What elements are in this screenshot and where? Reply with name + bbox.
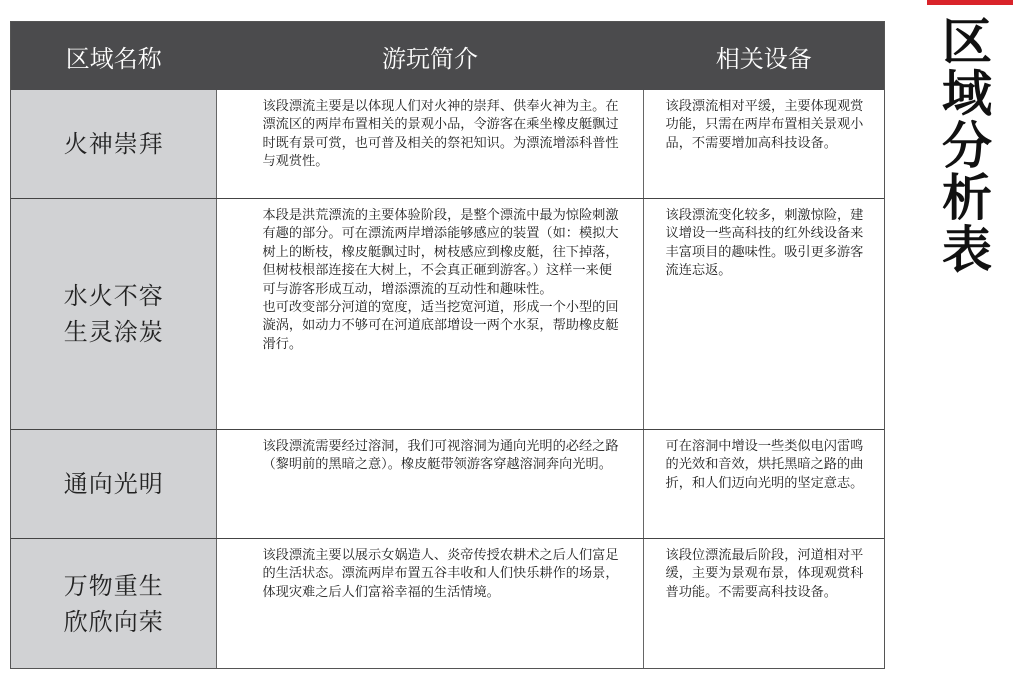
intro-cell: 该段漂流需要经过溶洞，我们可视溶洞为通向光明的必经之路（黎明前的黑暗之意）。橡皮艇带领游客穿越溶洞奔向光明。 bbox=[217, 430, 643, 538]
side-title-char: 表 bbox=[942, 221, 992, 279]
side-title-char: 析 bbox=[942, 169, 992, 227]
side-title bbox=[924, 13, 1010, 279]
intro-cell: 本段是洪荒漂流的主要体验阶段，是整个漂流中最为惊险刺激有趣的部分。可在漂流两岸增添能够感应的装置（如：模拟大树上的断枝，橡皮艇飘过时，树枝感应到橡皮艇，往下掉落，但树枝根部连接在大树上，不会真正砸到游客。）这样一来便可与游客形成互动，增添漂流的互动性和趣味性。 也可改变部分河道的宽度，适当挖宽河道，形成一个小型的回漩涡，如动力不够可在河道底部增设一两个水泵，帮助橡皮艇滑行。 bbox=[217, 199, 643, 429]
red-accent-bar bbox=[927, 0, 1013, 5]
intro-cell: 该段漂流主要以展示女娲造人、炎帝传授农耕术之后人们富足的生活状态。漂流两岸布置五谷丰收和人们快乐耕作的场景，体现灾难之后人们富裕幸福的生活情境。 bbox=[217, 539, 643, 668]
region-name bbox=[11, 539, 217, 668]
equipment-cell: 该段漂流相对平缓，主要体现观赏功能，只需在两岸布置相关景观小品，不需要增加高科技设备。 bbox=[665, 99, 864, 151]
table-row bbox=[11, 430, 884, 538]
header-equipment: 相关设备 bbox=[715, 44, 812, 73]
table-row bbox=[11, 539, 884, 668]
region-name bbox=[11, 199, 217, 429]
side-title-char: 分 bbox=[942, 117, 992, 175]
header-intro: 游玩简介 bbox=[382, 44, 479, 73]
region-name-line: 欣欣向荣 bbox=[63, 607, 164, 636]
table-header bbox=[11, 22, 884, 90]
equipment-cell: 该段漂流变化较多，刺激惊险，建议增设一些高科技的红外线设备来丰富项目的趣味性。吸引更多游客流连忘返。 bbox=[665, 208, 864, 279]
region-name-line: 通向光明 bbox=[63, 470, 164, 498]
region-name bbox=[11, 90, 217, 198]
region-name bbox=[11, 430, 217, 538]
equipment-cell: 该段位漂流最后阶段，河道相对平缓，主要为景观布景，体现观赏科普功能。不需要高科技设备。 bbox=[665, 548, 864, 600]
side-title-char: 区 bbox=[942, 13, 992, 71]
analysis-table bbox=[10, 21, 885, 669]
side-title-char: 域 bbox=[942, 65, 992, 123]
region-name-line: 万物重生 bbox=[63, 571, 164, 600]
equipment-cell: 可在溶洞中增设一些类似电闪雷鸣的光效和音效，烘托黑暗之路的曲折，和人们迈向光明的坚定意志。 bbox=[665, 439, 864, 491]
table-row bbox=[11, 90, 884, 198]
header-region-name: 区域名称 bbox=[65, 44, 162, 73]
region-name-line: 火神崇拜 bbox=[63, 130, 164, 158]
table-row bbox=[11, 199, 884, 429]
region-name-line: 生灵涂炭 bbox=[63, 318, 164, 346]
region-name-line: 水火不容 bbox=[63, 282, 164, 310]
intro-cell: 该段漂流主要是以体现人们对火神的崇拜、供奉火神为主。在漂流区的两岸布置相关的景观小品，令游客在乘坐橡皮艇飘过时既有景可赏，也可普及相关的祭祀知识。为漂流增添科普性与观赏性。 bbox=[217, 90, 643, 198]
